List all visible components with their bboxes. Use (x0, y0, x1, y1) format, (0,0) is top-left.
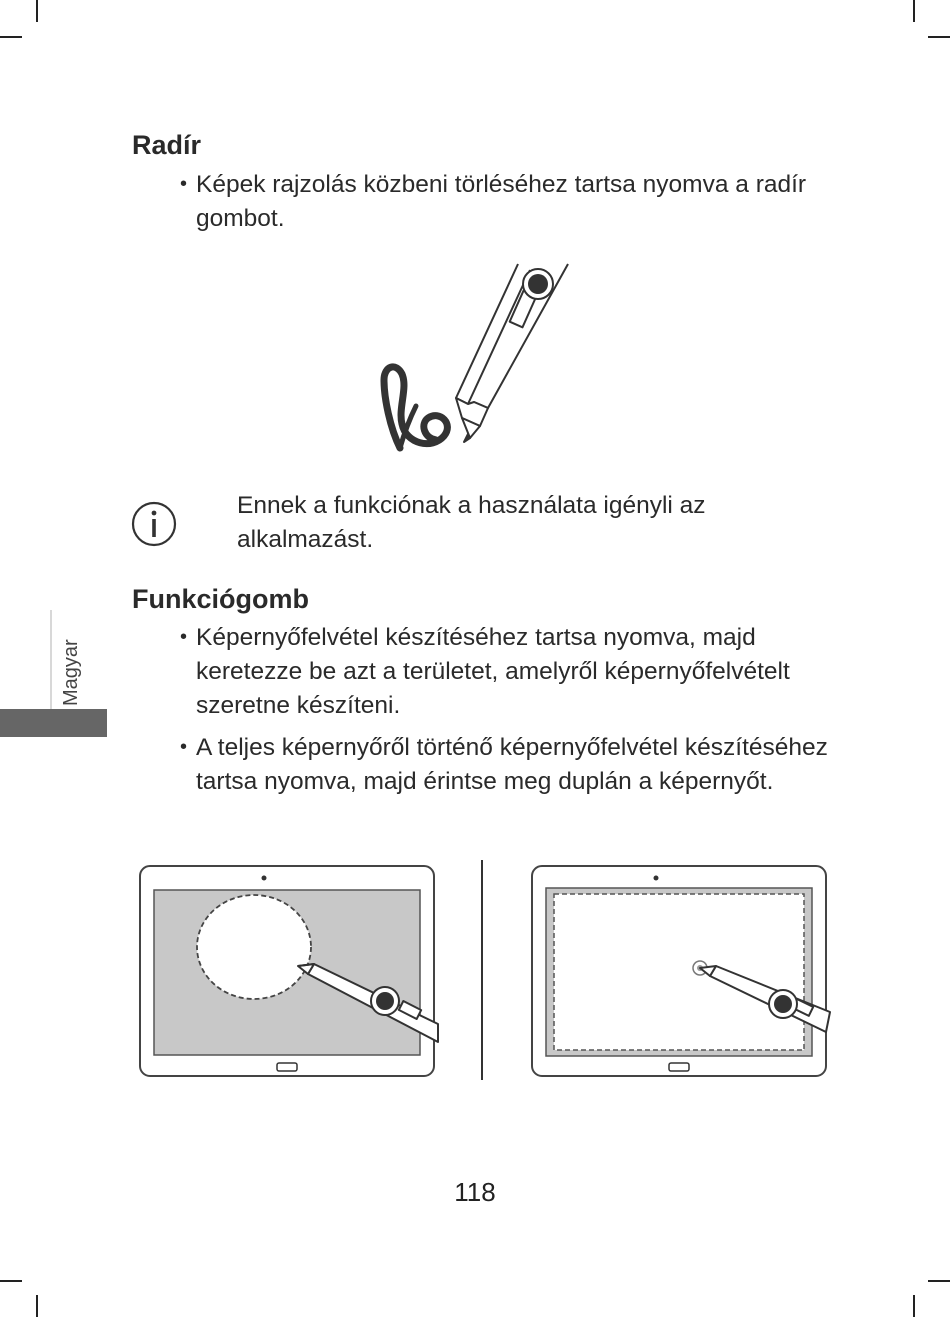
bullet-dot: • (180, 173, 188, 195)
pen-eraser-illustration (370, 258, 580, 458)
crop-mark (36, 1295, 38, 1317)
page-number: 118 (454, 1177, 496, 1207)
crop-mark (0, 36, 22, 38)
section-heading-function-button: Funkciógomb (132, 584, 309, 614)
note-text: Ennek a funkciónak a használata igényli az alkalmazást. (237, 492, 706, 553)
language-tab-label: Magyar (60, 639, 82, 706)
bullet-text: Képernyőfelvétel készítéséhez tartsa nyomva, majd keretezze be azt a területet, amelyről képernyőfelvételt szeretne készíteni. (196, 624, 790, 719)
bullet-text: Képek rajzolás közbeni törléséhez tartsa nyomva a radír gombot. (196, 171, 807, 232)
tablet-fullscreen-capture-illustration (530, 862, 830, 1080)
bullet-text: A teljes képernyőről történő képernyőfelvétel készítéséhez tartsa nyomva, majd érintse meg duplán a képernyőt. (196, 734, 828, 795)
tablet-area-capture-illustration (138, 862, 438, 1080)
crop-mark (928, 36, 950, 38)
crop-mark (928, 1280, 950, 1282)
bullet-item (178, 168, 828, 236)
crop-mark (0, 1280, 22, 1282)
crop-mark (36, 0, 38, 22)
crop-mark (913, 0, 915, 22)
side-divider (50, 610, 52, 710)
bullet-dot: • (180, 736, 188, 758)
bullet-item (178, 731, 828, 799)
section-heading-eraser: Radír (132, 130, 202, 160)
bullet-item (178, 621, 828, 723)
crop-mark (913, 1295, 915, 1317)
illustration-divider (481, 860, 483, 1080)
language-tab (0, 709, 107, 737)
info-icon (130, 500, 178, 548)
bullet-dot: • (180, 626, 188, 648)
